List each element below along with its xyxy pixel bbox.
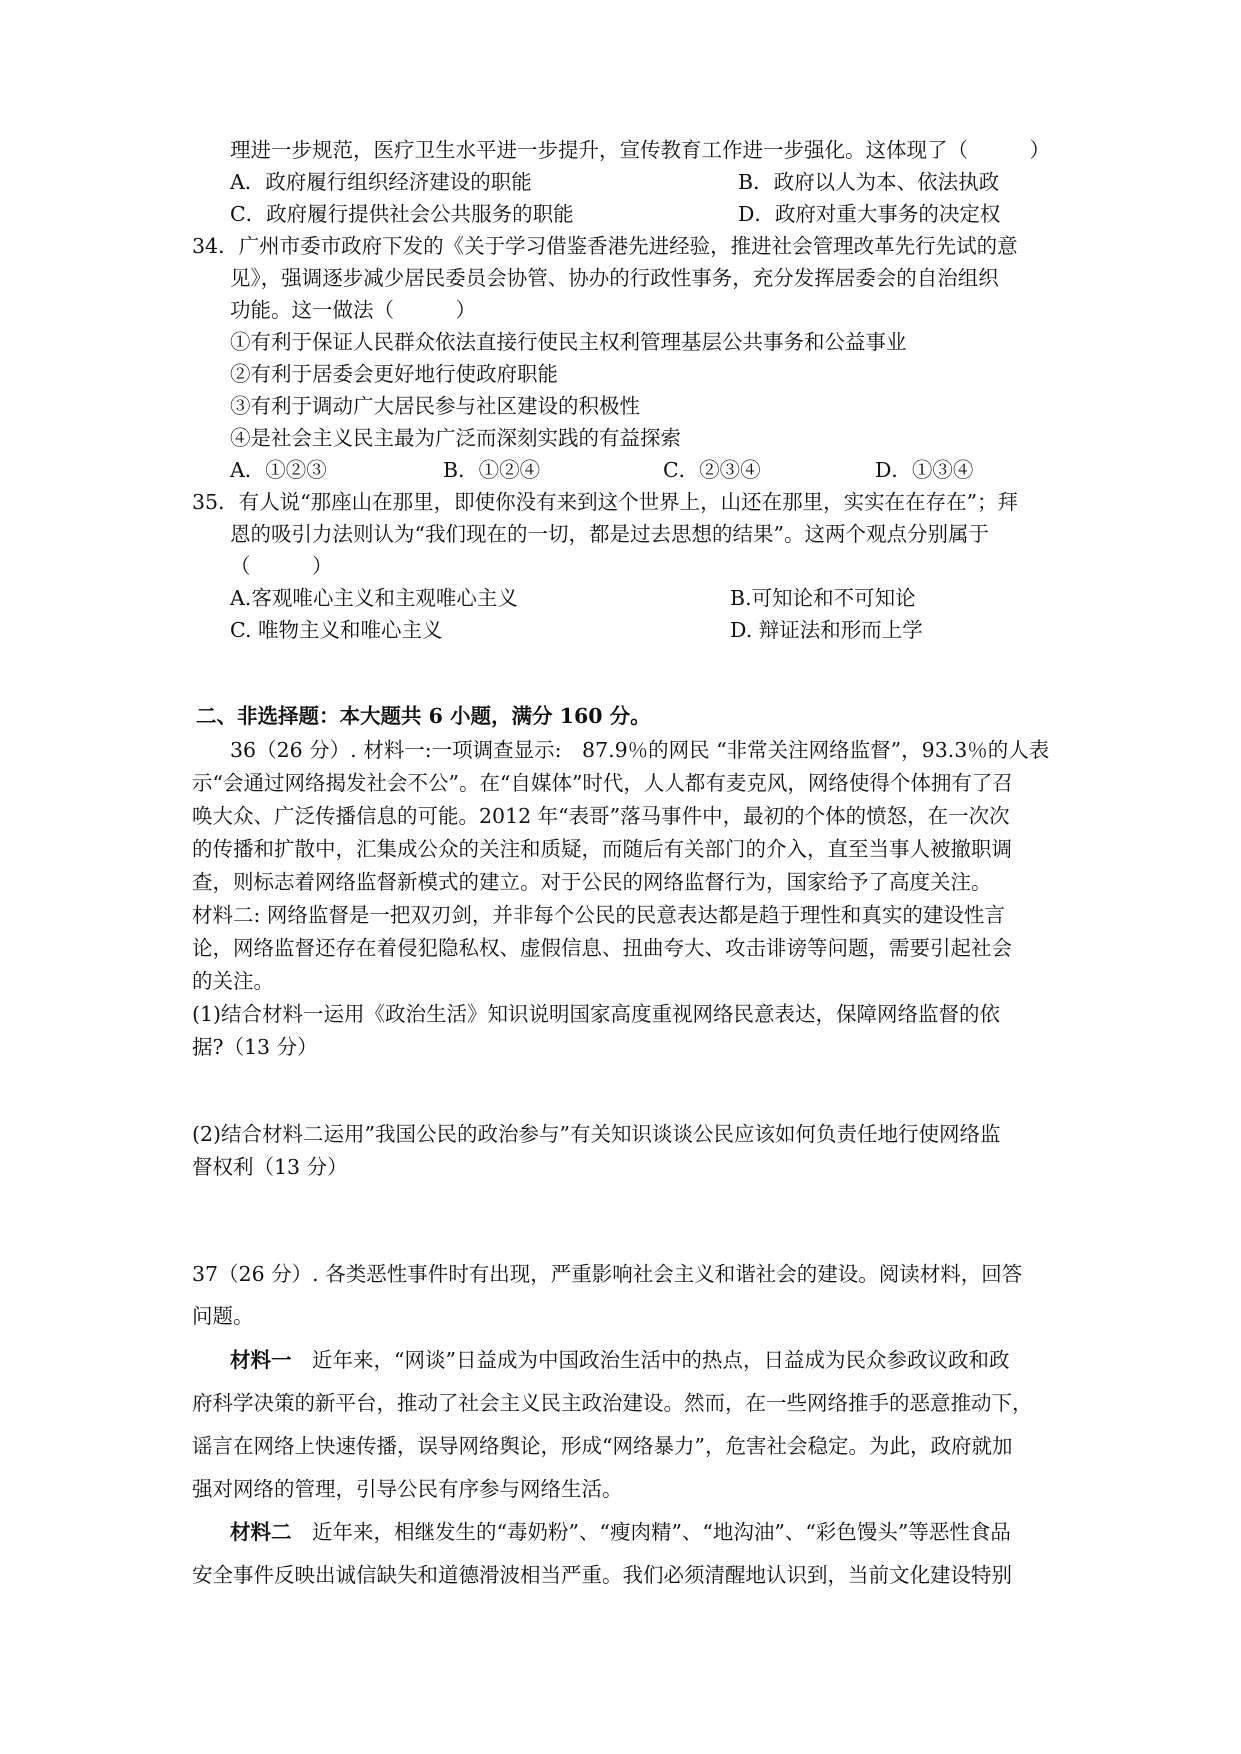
q33-option-b: B．政府以人为本、依法执政 — [738, 170, 1000, 194]
q34-line-1: 34．广州市委市政府下发的《关于学习借鉴香港先进经验，推进社会管理改革先行先试的意 — [192, 234, 1018, 258]
q36-line-6: 材料二: 网络监督是一把双刃剑，并非每个公民的民意表达都是趋于理性和真实的建设性言 — [192, 903, 1005, 927]
q35-line-1: 35．有人说“那座山在那里，即使你没有来到这个世界上，山还在那里，实实在在存在”；拜 — [192, 490, 1019, 514]
q34-item-3: ③有利于调动广大居民参与社区建设的积极性 — [230, 394, 640, 418]
q33-stem-tail: 理进一步规范，医疗卫生水平进一步提升，宣传教育工作进一步强化。这体现了（ ） — [230, 138, 1050, 162]
q34-line-3: 功能。这一做法（ ） — [230, 298, 476, 322]
q35-option-a: A.客观唯心主义和主观唯心主义 — [230, 586, 518, 610]
q36-line-2: 示“会通过网络揭发社会不公”。在“自媒体”时代，人人都有麦克风，网络使得个体拥有了召 — [192, 771, 1013, 795]
q36-line-1: 36（26 分）. 材料一:一项调查显示: 87.9％的网民 “非常关注网络监督”，93.3％的人表 — [230, 738, 1050, 762]
q36-line-4: 的传播和扩散中，汇集成公众的关注和质疑，而随后有关部门的介入，直至当事人被撤职调 — [192, 837, 1012, 861]
q36-sub2-line-1: (2)结合材料二运用”我国公民的政治参与”有关知识谈谈公民应该如何负责任地行使网络监 — [192, 1122, 1001, 1146]
q35-option-b: B.可知论和不可知论 — [730, 586, 916, 610]
q37-material-1-line-2: 府科学决策的新平台，推动了社会主义民主政治建设。然而，在一些网络推手的恶意推动下， — [192, 1391, 1033, 1415]
q37-material-1-para-1 — [230, 1346, 1009, 1374]
q36-sub1-line-2: 据?（13 分） — [192, 1035, 318, 1059]
q35-line-2: 恩的吸引力法则认为“我们现在的一切，都是过去思想的结果”。这两个观点分别属于 — [230, 522, 989, 546]
q34-item-1: ①有利于保证人民群众依法直接行使民主权利管理基层公共事务和公益事业 — [230, 330, 907, 354]
q37-material-2-para-1 — [230, 1518, 1011, 1546]
q36-line-8: 的关注。 — [192, 969, 274, 993]
q37-material-2-label: 材料二 — [230, 1520, 292, 1544]
q36-line-5: 查，则标志着网络监督新模式的建立。对于公民的网络监督行为，国家给予了高度关注。 — [192, 870, 992, 894]
section-2-heading: 二、非选择题：本大题共 6 小题，满分 160 分。 — [196, 704, 651, 728]
q34-option-c: C．②③④ — [663, 458, 761, 482]
q34-item-2: ②有利于居委会更好地行使政府职能 — [230, 362, 558, 386]
q34-option-a: A．①②③ — [230, 458, 327, 482]
q34-line-2: 见》，强调逐步减少居民委员会协管、协办的行政性事务，充分发挥居委会的自治组织 — [230, 266, 999, 290]
q36-sub1-line-1: (1)结合材料一运用《政治生活》知识说明国家高度重视网络民意表达，保障网络监督的依 — [192, 1002, 1001, 1026]
q37-material-1-line-4: 强对网络的管理，引导公民有序参与网络生活。 — [192, 1477, 623, 1501]
q35-option-c: C. 唯物主义和唯心主义 — [230, 618, 443, 642]
q37-material-2-line-2: 安全事件反映出诚信缺失和道德滑波相当严重。我们必须清醒地认识到，当前文化建设特别 — [192, 1563, 1012, 1587]
q36-line-3: 唤大众、广泛传播信息的可能。2012 年“表哥”落马事件中，最初的个体的愤怒，在一次次 — [192, 804, 1010, 828]
q37-material-1-label: 材料一 — [230, 1348, 292, 1372]
q35-line-3: （ ） — [230, 554, 333, 578]
q37-material-2-line-1: 近年来，相继发生的“毒奶粉”、“瘦肉精”、“地沟油”、“彩色馒头”等恶性食品 — [291, 1520, 1011, 1544]
q33-option-c: C．政府履行提供社会公共服务的职能 — [230, 202, 574, 226]
q34-item-4: ④是社会主义民主最为广泛而深刻实践的有益探索 — [230, 426, 681, 450]
q33-option-d: D．政府对重大事务的决定权 — [738, 202, 1001, 226]
q34-option-d: D．①③④ — [875, 458, 974, 482]
q33-option-a: A．政府履行组织经济建设的职能 — [230, 170, 532, 194]
q35-option-d: D. 辩证法和形而上学 — [730, 618, 923, 642]
q36-sub2-line-2: 督权利（13 分） — [192, 1155, 348, 1179]
q37-material-1-line-3: 谣言在网络上快速传播，误导网络舆论，形成“网络暴力”，危害社会稳定。为此，政府就加 — [192, 1434, 1013, 1458]
q37-material-1-line-1: 近年来，“网谈”日益成为中国政治生活中的热点，日益成为民众参政议政和政 — [291, 1348, 1010, 1372]
q36-line-7: 论，网络监督还存在着侵犯隐私权、虚假信息、扭曲夸大、攻击诽谤等问题，需要引起社会 — [192, 936, 1012, 960]
q37-line-2: 问题。 — [192, 1304, 254, 1328]
q37-line-1: 37（26 分）. 各类恶性事件时有出现，严重影响社会主义和谐社会的建设。阅读材料，回答 — [192, 1262, 1023, 1286]
q34-option-b: B．①②④ — [443, 458, 541, 482]
